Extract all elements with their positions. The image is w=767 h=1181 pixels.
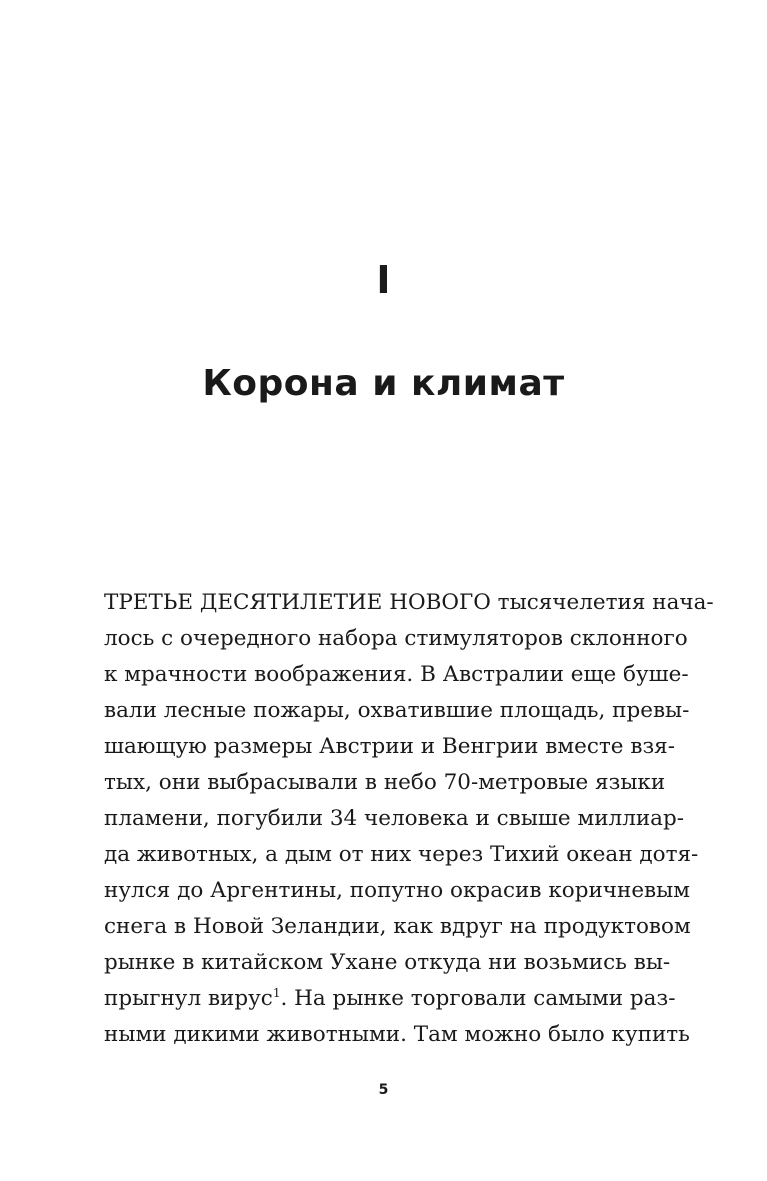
- text-line-10: снега в Новой Зеландии, как вдруг на продуктовом: [104, 914, 691, 939]
- text-line-12: [104, 981, 676, 1017]
- body-text: [104, 585, 714, 1053]
- text-line-11: рынке в китайском Ухане откуда ни возьмись вы-: [104, 950, 671, 975]
- text-line-1: ТРЕТЬЕ ДЕСЯТИЛЕТИЕ НОВОГО тысячелетия нача-: [104, 590, 714, 615]
- text-line-5: шающую размеры Австрии и Венгрии вместе взя-: [104, 734, 675, 759]
- text-line-7: пламени, погубили 34 человека и свыше миллиар-: [104, 806, 685, 831]
- text-line-3: к мрачности воображения. В Австралии еще буше-: [104, 662, 689, 687]
- text-line-12-start: прыгнул вирус: [104, 986, 273, 1011]
- text-line-8: да животных, а дым от них через Тихий океан дотя-: [104, 842, 699, 867]
- footnote-reference[interactable]: 1: [272, 985, 281, 1000]
- text-line-13: ными дикими животными. Там можно было купить: [104, 1022, 690, 1047]
- page-number: 5: [378, 1082, 389, 1098]
- text-line-4: вали лесные пожары, охватившие площадь, превы-: [104, 698, 690, 723]
- chapter-title: Корона и климат: [202, 363, 565, 404]
- chapter-number: I: [376, 258, 391, 302]
- text-line-12-end: . На рынке торговали самыми раз-: [280, 986, 676, 1011]
- text-line-2: лось с очередного набора стимуляторов склонного: [104, 626, 688, 651]
- text-line-9: нулся до Аргентины, попутно окрасив коричневым: [104, 878, 691, 903]
- text-line-6: тых, они выбрасывали в небо 70-метровые языки: [104, 770, 666, 795]
